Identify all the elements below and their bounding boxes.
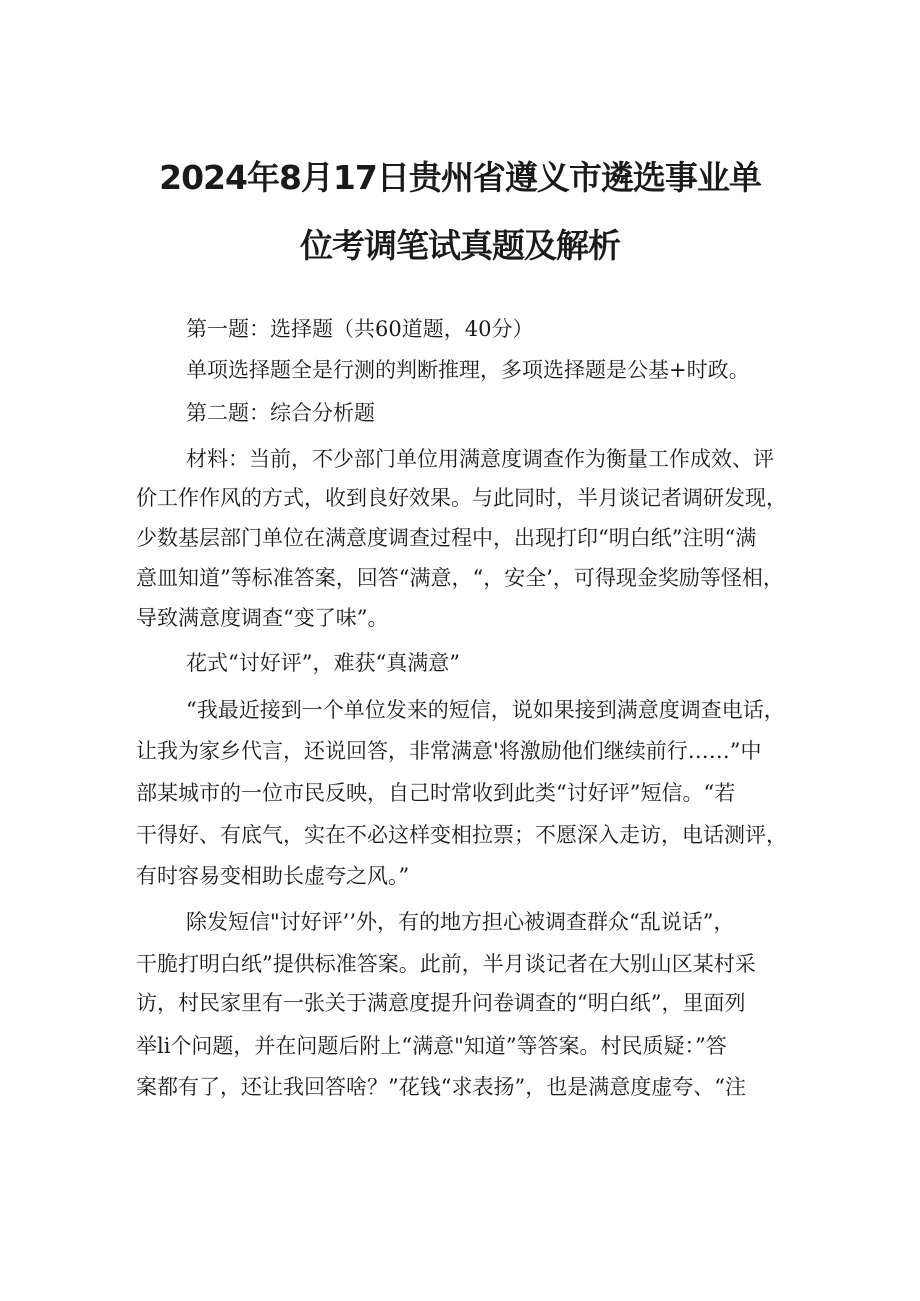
body-line: 有时容易变相助长虚夸之风。” (136, 864, 410, 888)
body-line: 干得好、有底气，实在不必这样变相拉票；不愿深入走访，电话测评， (136, 823, 787, 847)
body-line: 材料：当前，不少部门单位用满意度调查作为衡量工作成效、评 (186, 447, 774, 471)
document-title-line-1: 2024年8月17日贵州省遵义市遴选事业单 (159, 158, 761, 197)
body-line: 访，村民家里有一张关于满意度提升问卷调查的“明白纸”，里面列 (136, 991, 746, 1015)
body-line: 举li个问题，并在问题后附上“满意"知道”等答案。村民质疑：”答 (136, 1034, 727, 1058)
body-line: 除发短信"讨好评’’外，有的地方担心被调查群众“乱说话”， (186, 910, 735, 934)
body-line: 让我为家乡代言，还说回答，非常满意'将激励他们继续前行……”中 (136, 739, 762, 763)
body-line: 部某城市的一位市民反映，自己时常收到此类“讨好评”短信。“若 (136, 781, 736, 805)
body-line: 第二题：综合分析题 (186, 401, 375, 425)
body-line: 第一题：选择题（共60道题，40分） (186, 317, 534, 341)
document-body (136, 0, 796, 1301)
document-title-line-2: 位考调笔试真题及解析 (300, 226, 620, 265)
body-line: 花式“讨好评”，难获“真满意” (186, 651, 460, 675)
body-line: 意皿知道”等标准答案，回答“满意，“，安全’，可得现金奖励等怪相， (136, 566, 784, 590)
body-line: 单项选择题全是行测的判断推理，多项选择题是公基+时政。 (186, 358, 750, 382)
body-line: 干脆打明白纸”提供标准答案。此前，半月谈记者在大别山区某村采 (136, 952, 756, 976)
body-line: 价工作作风的方式，收到良好效果。与此同时，半月谈记者调研发现， (136, 486, 787, 510)
body-line: 少数基层部门单位在满意度调查过程中，出现打印“明白纸”注明“满 (136, 526, 757, 550)
body-line: “我最近接到一个单位发来的短信，说如果接到满意度调查电话， (186, 698, 785, 722)
body-line: 导致满意度调查“变了味”。 (136, 606, 389, 630)
body-line: 案都有了，还让我回答啥？”花钱“求表扬”，也是满意度虚夸、“注 (136, 1075, 746, 1099)
